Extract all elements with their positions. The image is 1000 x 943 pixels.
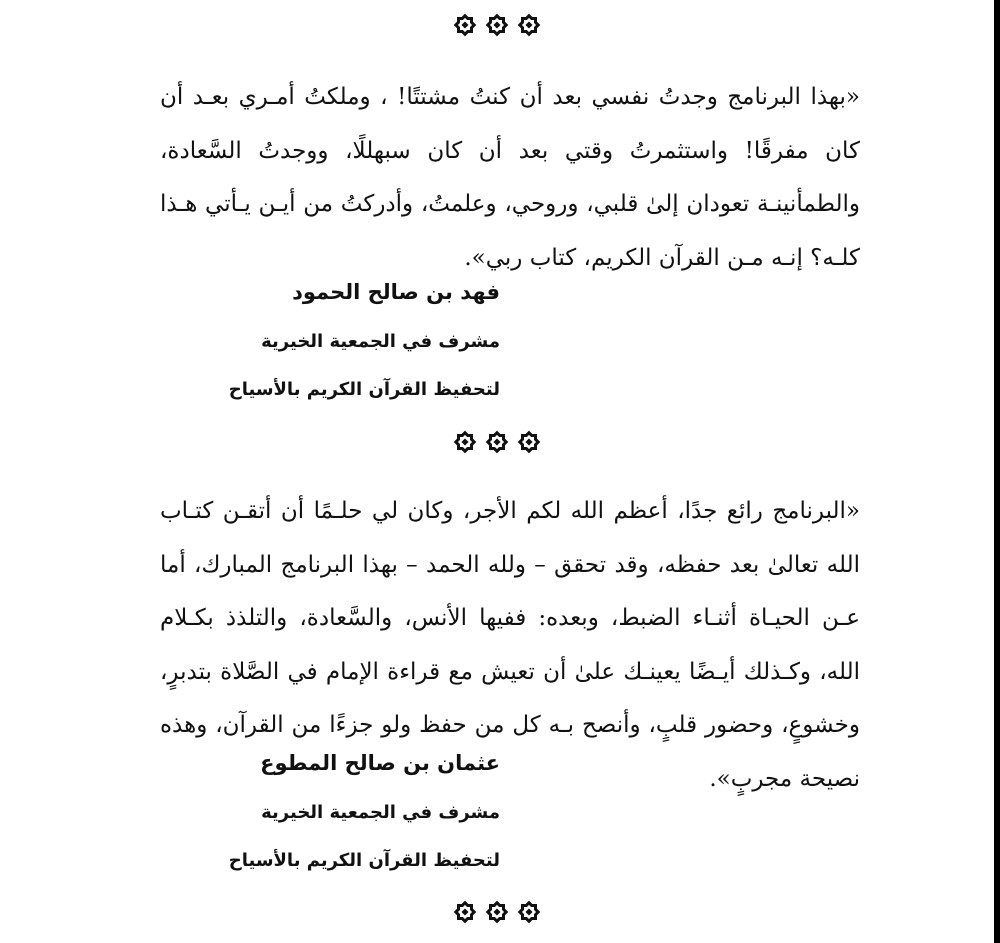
signature-name: فهد بن صالح الحمود [292,280,500,304]
ornament-divider-top [0,12,994,38]
eight-point-star-ornament-icon [452,12,478,38]
eight-point-star-ornament-icon [484,12,510,38]
testimonial-quote: «البرنامج رائع جدًا، أعظم الله لكم الأجر، وكان لي حلـمًا أن أتقـن كتـاب الله تعالىٰ بعد حفظه، وقد تحقق – ولله الحمد – بهذا البرنامج المبارك، أما عـن الحيـاة أثنـاء الضبط، وبعده: ففيها الأنس، والسَّعادة، والتلذذ بكـلام الله، وكـذلك أيـضًا يعينـك علىٰ أن تعيش مع قراءة الإمام في الصَّلاة بتدبرٍ، وخشوعٍ، وحضور قلبٍ، وأنصح بـه كل من حفظ ولو جزءًا من القرآن، وهذه نصيحة مجربٍ». [160,498,860,792]
signature-role: مشرف في الجمعية الخيرية [261,331,500,352]
ornament-divider-bottom [0,899,994,925]
eight-point-star-ornament-icon [516,12,542,38]
eight-point-star-ornament-icon [484,899,510,925]
testimonial-signature [200,743,500,889]
testimonial-quote: «بهذا البرنامج وجدتُ نفسي بعد أن كنتُ مشتتًا! ، وملكتُ أمـري بعـد أن كان مفرقًا! واستثمرتُ وقتي بعد أن كان سبهللًا، ووجدتُ السَّعادة، والطمأنينـة تعودان إلىٰ قلبي، وروحي، وعلمتُ، وأدركتُ من أيـن يـأتي هـذا كلـه؟ إنـه مـن القرآن الكريم، كتاب ربي». [160,84,860,271]
signature-role: مشرف في الجمعية الخيرية [261,802,500,823]
eight-point-star-ornament-icon [452,899,478,925]
signature-organization: لتحفيظ القرآن الكريم بالأسياح [228,850,500,871]
signature-organization: لتحفيظ القرآن الكريم بالأسياح [228,379,500,400]
eight-point-star-ornament-icon [516,429,542,455]
eight-point-star-ornament-icon [452,429,478,455]
signature-name: عثمان بن صالح المطوع [260,751,500,775]
eight-point-star-ornament-icon [484,429,510,455]
ornament-divider-middle [0,429,994,455]
eight-point-star-ornament-icon [516,899,542,925]
testimonial-signature [200,272,500,418]
